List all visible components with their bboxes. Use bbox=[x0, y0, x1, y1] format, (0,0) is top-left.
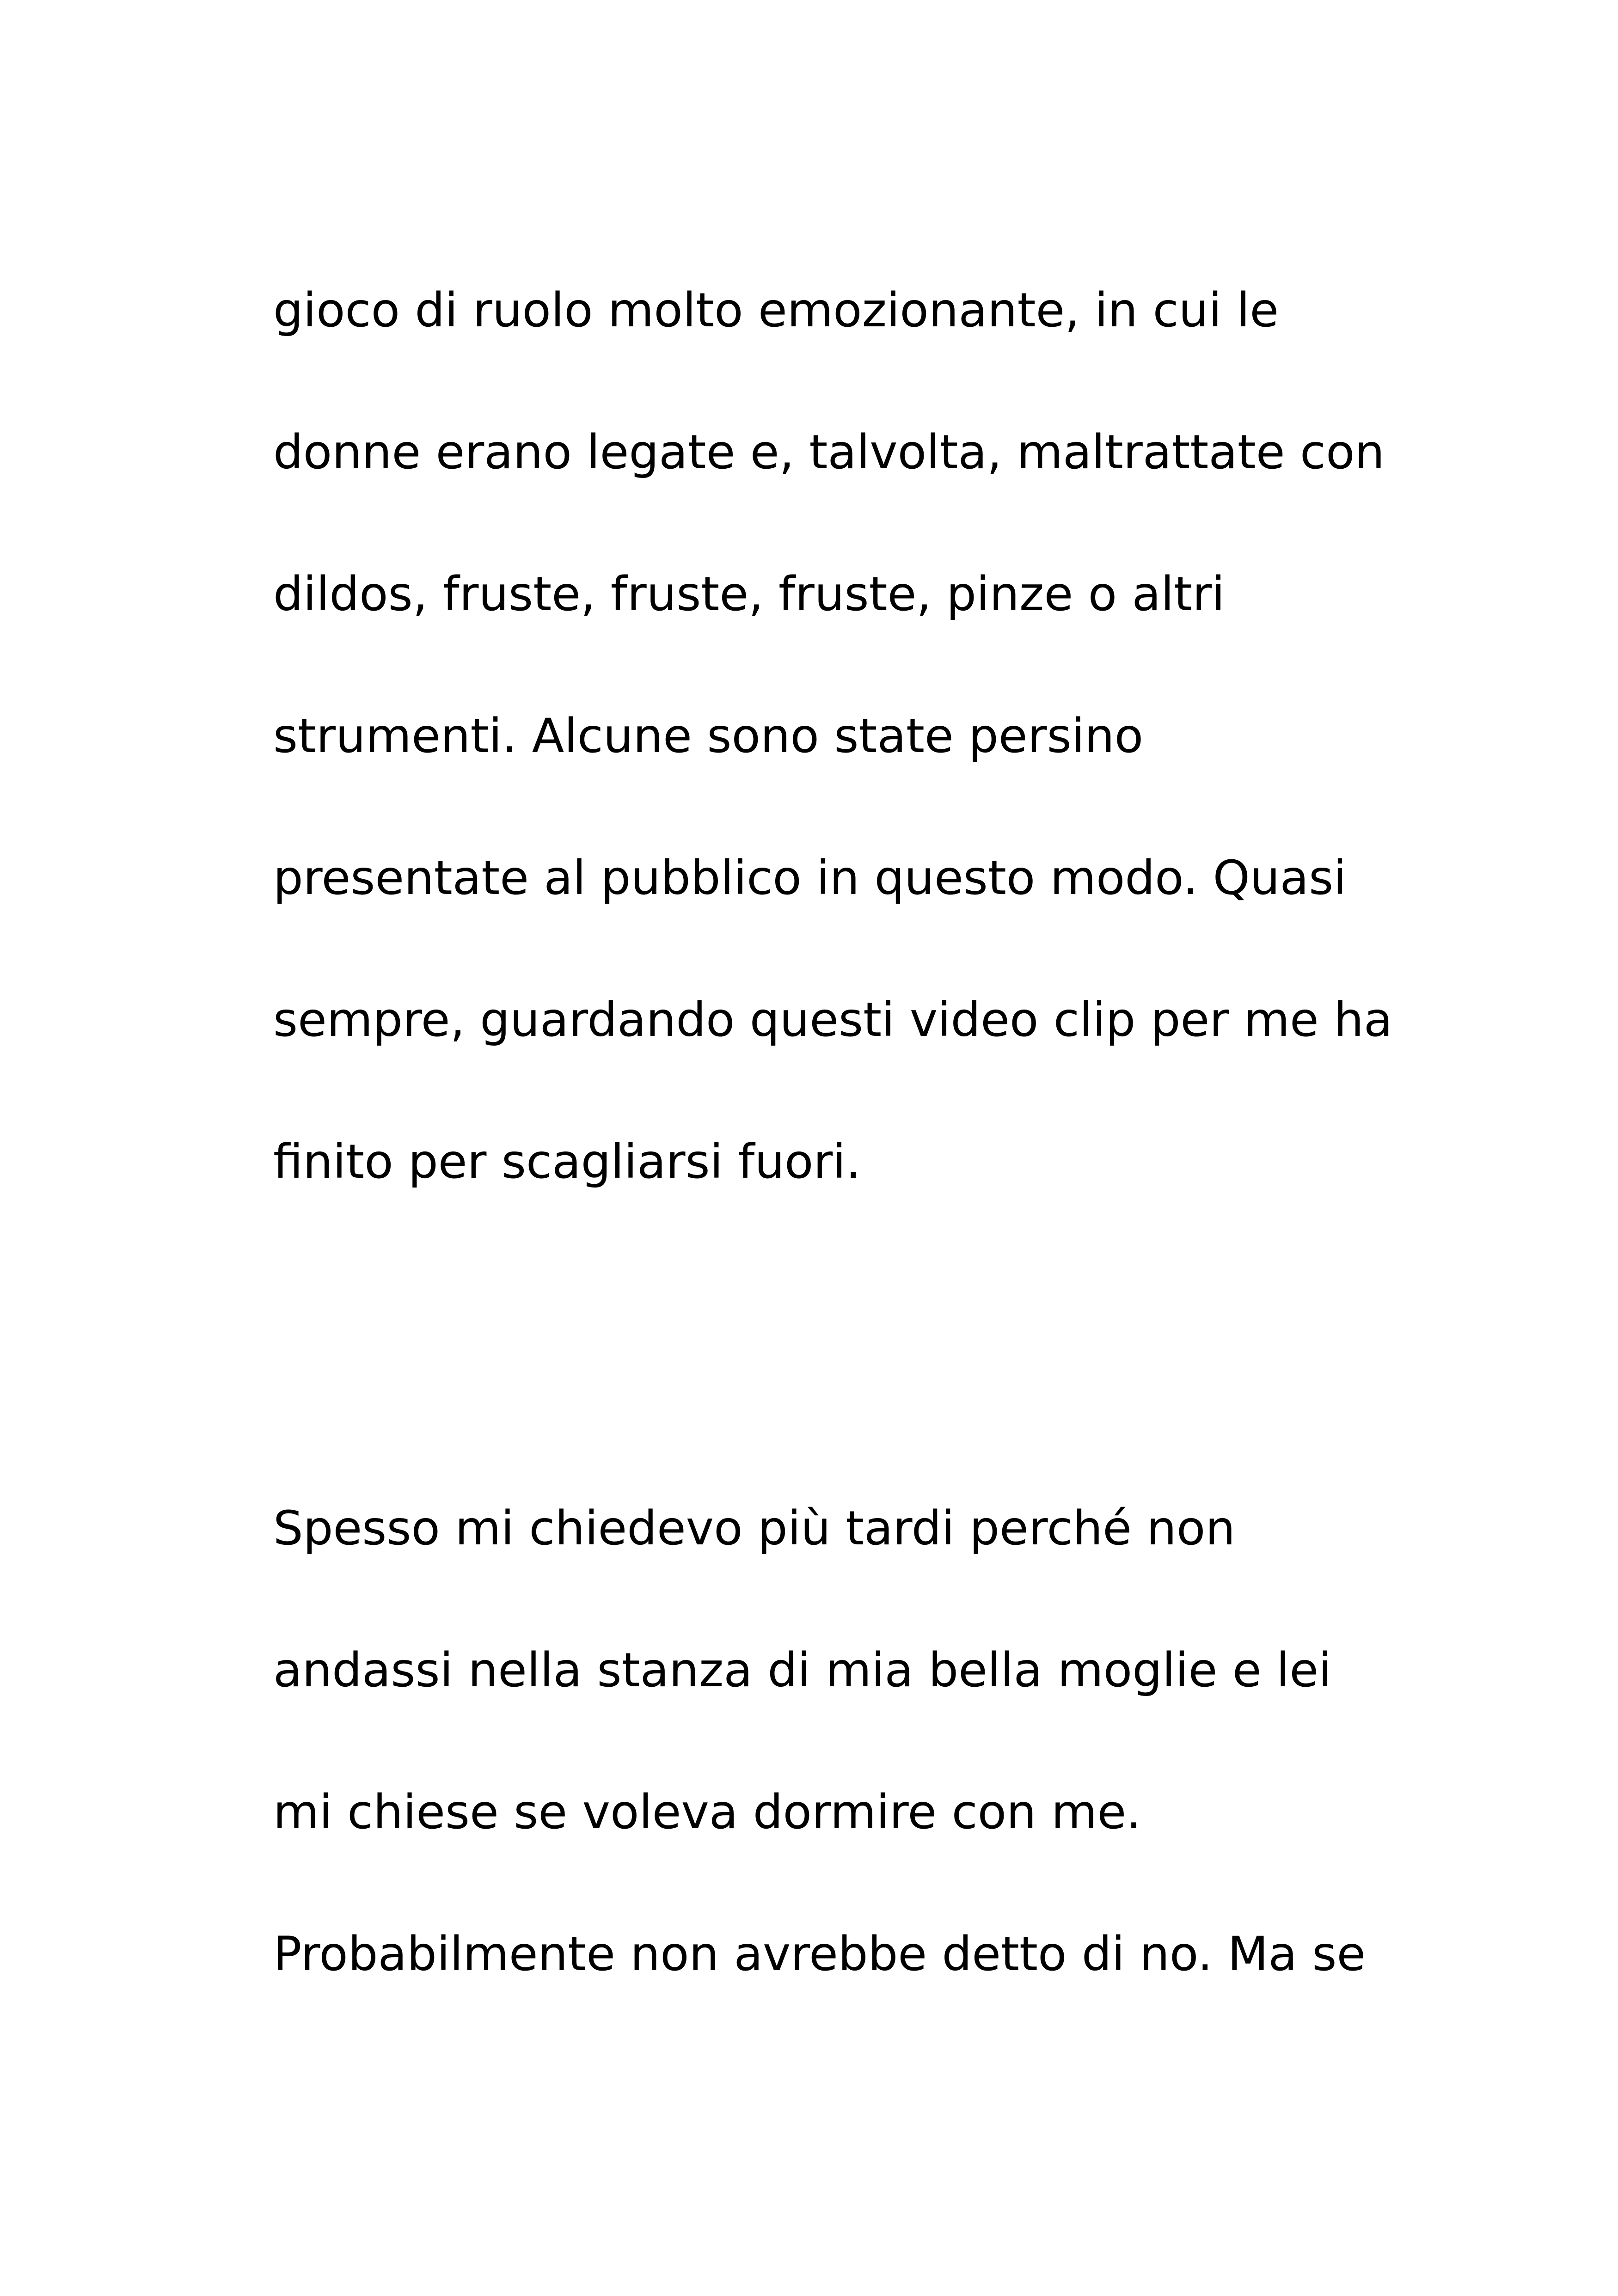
text-line: Spesso mi chiedevo più tardi perché non bbox=[273, 1501, 1236, 1556]
text-line: sempre, guardando questi video clip per me ha bbox=[273, 992, 1393, 1047]
text-line: dildos, fruste, fruste, fruste, pinze o altri bbox=[273, 567, 1225, 622]
text-line: gioco di ruolo molto emozionante, in cui le bbox=[273, 283, 1279, 338]
text-line: presentate al pubblico in questo modo. Quasi bbox=[273, 851, 1347, 906]
text-line: mi chiese se voleva dormire con me. bbox=[273, 1785, 1141, 1840]
text-line: strumenti. Alcune sono state persino bbox=[273, 709, 1144, 764]
text-line: finito per scagliarsi fuori. bbox=[273, 1134, 861, 1189]
text-line: andassi nella stanza di mia bella moglie e lei bbox=[273, 1643, 1332, 1698]
text-line: Probabilmente non avrebbe detto di no. Ma se bbox=[273, 1927, 1366, 1982]
text-line: donne erano legate e, talvolta, maltrattate con bbox=[273, 425, 1385, 480]
paragraph bbox=[273, 1457, 1568, 2025]
paragraph bbox=[273, 239, 1568, 1233]
